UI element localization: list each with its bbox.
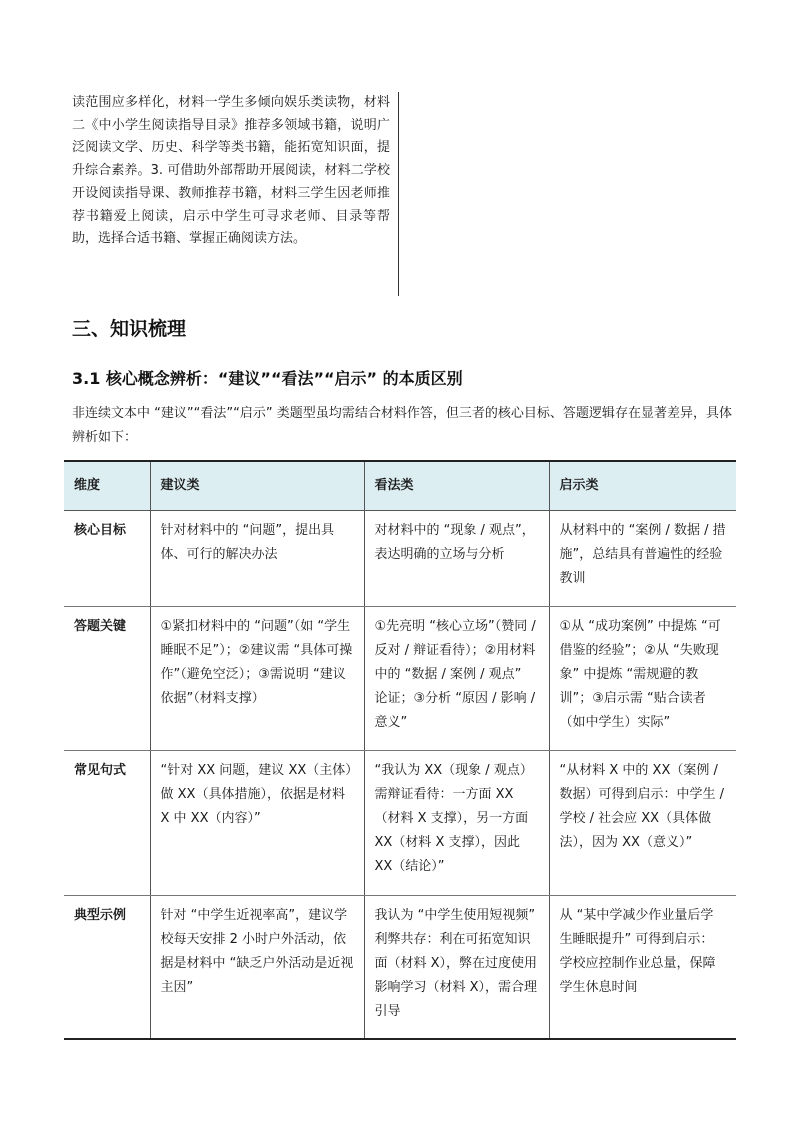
- cell-opinion: “我认为 XX（现象 / 观点）需辩证看待：一方面 XX（材料 X 支撑），另一方面 XX（材料 X 支撑），因此 XX（结论）”: [364, 751, 549, 896]
- table-row: [64, 896, 736, 1040]
- cell-inspiration: 从材料中的 “案例 / 数据 / 措施”，总结具有普遍性的经验教训: [549, 511, 736, 607]
- intro-paragraph: 非连续文本中 “建议”“看法”“启示” 类题型虽均需结合材料作答，但三者的核心目标、答题逻辑存在显著差异，具体辨析如下：: [72, 406, 732, 445]
- row-dimension: 常见句式: [64, 751, 150, 896]
- cell-inspiration: ①从 “成功案例” 中提炼 “可借鉴的经验”；②从 “失败现象” 中提炼 “需规避的教训”；③启示需 “贴合读者（如中学生）实际”: [549, 607, 736, 751]
- header-inspiration: 启示类: [549, 461, 736, 511]
- table-row: [64, 607, 736, 751]
- cell-suggestion: “针对 XX 问题，建议 XX（主体）做 XX（具体措施），依据是材料 X 中 XX（内容）”: [150, 751, 364, 896]
- table-header-row: [64, 461, 736, 511]
- cell-inspiration: “从材料 X 中的 XX（案例 / 数据）可得到启示：中学生 / 学校 / 社会应 XX（具体做法），因为 XX（意义）”: [549, 751, 736, 896]
- row-dimension: 核心目标: [64, 511, 150, 607]
- cell-suggestion: 针对材料中的 “问题”，提出具体、可行的解决办法: [150, 511, 364, 607]
- header-dimension: 维度: [64, 461, 150, 511]
- continued-paragraph-box: [72, 92, 399, 296]
- comparison-table: [64, 460, 736, 1040]
- section-title: 三、知识梳理: [72, 318, 187, 340]
- cell-suggestion: 针对 “中学生近视率高”，建议学校每天安排 2 小时户外活动，依据是材料中 “缺乏户外活动是近视主因”: [150, 896, 364, 1040]
- cell-inspiration: 从 “某中学减少作业量后学生睡眠提升” 可得到启示：学校应控制作业总量，保障学生休息时间: [549, 896, 736, 1040]
- header-suggestion: 建议类: [150, 461, 364, 511]
- cell-suggestion: ①紧扣材料中的 “问题”（如 “学生睡眠不足”）；②建议需 “具体可操作”（避免空泛）；③需说明 “建议依据”（材料支撑）: [150, 607, 364, 751]
- table-row: [64, 511, 736, 607]
- cell-opinion: 我认为 “中学生使用短视频” 利弊共存：利在可拓宽知识面（材料 X），弊在过度使用影响学习（材料 X），需合理引导: [364, 896, 549, 1040]
- table-row: [64, 751, 736, 896]
- cell-opinion: 对材料中的 “现象 / 观点”，表达明确的立场与分析: [364, 511, 549, 607]
- header-opinion: 看法类: [364, 461, 549, 511]
- continued-paragraph: 读范围应多样化，材料一学生多倾向娱乐类读物，材料二《中小学生阅读指导目录》推荐多领域书籍，说明广泛阅读文学、历史、科学等类书籍，能拓宽知识面，提升综合素养。3. 可借助外部帮助开展阅读，材料二学校开设阅读指导课、教师推荐书籍，材料三学生因老师推荐书籍爱上阅读，启示中学生可寻求老师、目录等帮助，选择合适书籍、掌握正确阅读方法。: [72, 95, 390, 247]
- subsection-title: 3.1 核心概念辨析：“建议”“看法”“启示” 的本质区别: [72, 369, 463, 388]
- cell-opinion: ①先亮明 “核心立场”（赞同 / 反对 / 辩证看待）；②用材料中的 “数据 / 案例 / 观点” 论证；③分析 “原因 / 影响 / 意义”: [364, 607, 549, 751]
- row-dimension: 答题关键: [64, 607, 150, 751]
- row-dimension: 典型示例: [64, 896, 150, 1040]
- comparison-table-wrapper: [64, 460, 736, 1040]
